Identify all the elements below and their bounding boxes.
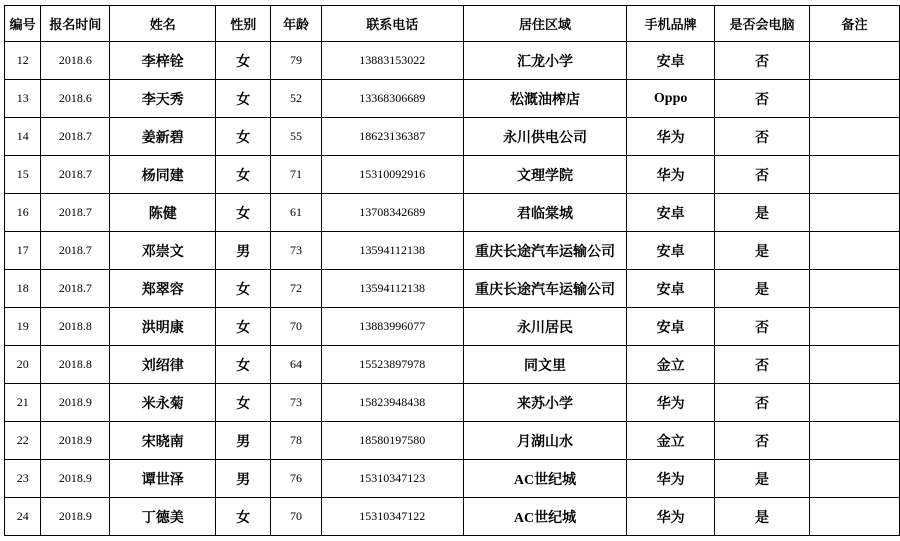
computer-cell: 是: [715, 498, 810, 536]
phone-cell: 18580197580: [321, 422, 463, 460]
phone-cell: 13708342689: [321, 194, 463, 232]
date-cell: 2018.9: [41, 422, 110, 460]
remark-header: 备注: [810, 6, 900, 42]
age-header: 年龄: [271, 6, 321, 42]
gender-cell: 男: [216, 422, 271, 460]
computer-header: 是否会电脑: [715, 6, 810, 42]
date-cell: 2018.7: [41, 156, 110, 194]
gender-cell: 女: [216, 118, 271, 156]
brand-cell: 金立: [627, 422, 715, 460]
computer-cell: 否: [715, 422, 810, 460]
date-cell: 2018.9: [41, 384, 110, 422]
remark-cell: [810, 384, 900, 422]
date-header: 报名时间: [41, 6, 110, 42]
name-cell: 杨同建: [110, 156, 216, 194]
date-cell: 2018.8: [41, 308, 110, 346]
brand-cell: 华为: [627, 118, 715, 156]
brand-cell: 安卓: [627, 270, 715, 308]
gender-cell: 女: [216, 384, 271, 422]
id-cell: 20: [5, 346, 41, 384]
phone-cell: 15310092916: [321, 156, 463, 194]
name-cell: 米永菊: [110, 384, 216, 422]
remark-cell: [810, 42, 900, 80]
remark-cell: [810, 460, 900, 498]
area-cell: 同文里: [463, 346, 627, 384]
id-cell: 14: [5, 118, 41, 156]
date-cell: 2018.7: [41, 270, 110, 308]
date-cell: 2018.8: [41, 346, 110, 384]
date-cell: 2018.7: [41, 194, 110, 232]
gender-cell: 女: [216, 80, 271, 118]
brand-cell: 华为: [627, 498, 715, 536]
table-row: [5, 498, 900, 536]
area-cell: 汇龙小学: [463, 42, 627, 80]
id-cell: 13: [5, 80, 41, 118]
remark-cell: [810, 156, 900, 194]
brand-cell: 金立: [627, 346, 715, 384]
gender-header: 性别: [216, 6, 271, 42]
gender-cell: 女: [216, 156, 271, 194]
name-cell: 丁德美: [110, 498, 216, 536]
name-cell: 洪明康: [110, 308, 216, 346]
table-row: [5, 270, 900, 308]
gender-cell: 男: [216, 232, 271, 270]
brand-cell: 安卓: [627, 194, 715, 232]
gender-cell: 女: [216, 42, 271, 80]
id-header: 编号: [5, 6, 41, 42]
name-header: 姓名: [110, 6, 216, 42]
remark-cell: [810, 498, 900, 536]
date-cell: 2018.6: [41, 80, 110, 118]
id-cell: 17: [5, 232, 41, 270]
table-body: [5, 42, 900, 536]
age-cell: 52: [271, 80, 321, 118]
table-row: [5, 346, 900, 384]
name-cell: 刘绍律: [110, 346, 216, 384]
area-cell: 永川供电公司: [463, 118, 627, 156]
phone-cell: 13594112138: [321, 270, 463, 308]
remark-cell: [810, 118, 900, 156]
gender-cell: 女: [216, 194, 271, 232]
computer-cell: 是: [715, 232, 810, 270]
age-cell: 76: [271, 460, 321, 498]
gender-cell: 女: [216, 346, 271, 384]
area-header: 居住区域: [463, 6, 627, 42]
phone-cell: 15310347122: [321, 498, 463, 536]
phone-header: 联系电话: [321, 6, 463, 42]
brand-cell: Oppo: [627, 80, 715, 118]
name-cell: 郑翠容: [110, 270, 216, 308]
remark-cell: [810, 308, 900, 346]
brand-cell: 华为: [627, 460, 715, 498]
computer-cell: 否: [715, 308, 810, 346]
name-cell: 李天秀: [110, 80, 216, 118]
gender-cell: 女: [216, 308, 271, 346]
phone-cell: 15523897978: [321, 346, 463, 384]
id-cell: 16: [5, 194, 41, 232]
name-cell: 谭世泽: [110, 460, 216, 498]
phone-cell: 15310347123: [321, 460, 463, 498]
age-cell: 64: [271, 346, 321, 384]
table-row: [5, 422, 900, 460]
id-cell: 24: [5, 498, 41, 536]
computer-cell: 是: [715, 270, 810, 308]
age-cell: 70: [271, 498, 321, 536]
name-cell: 宋晓南: [110, 422, 216, 460]
name-cell: 姜新碧: [110, 118, 216, 156]
age-cell: 72: [271, 270, 321, 308]
brand-cell: 华为: [627, 156, 715, 194]
name-cell: 陈健: [110, 194, 216, 232]
table-row: [5, 460, 900, 498]
age-cell: 61: [271, 194, 321, 232]
brand-cell: 安卓: [627, 308, 715, 346]
area-cell: 永川居民: [463, 308, 627, 346]
remark-cell: [810, 194, 900, 232]
date-cell: 2018.6: [41, 42, 110, 80]
area-cell: 来苏小学: [463, 384, 627, 422]
table-row: [5, 156, 900, 194]
remark-cell: [810, 80, 900, 118]
remark-cell: [810, 232, 900, 270]
date-cell: 2018.9: [41, 498, 110, 536]
name-cell: 邓崇文: [110, 232, 216, 270]
table-row: [5, 308, 900, 346]
computer-cell: 否: [715, 118, 810, 156]
computer-cell: 是: [715, 460, 810, 498]
remark-cell: [810, 422, 900, 460]
gender-cell: 女: [216, 270, 271, 308]
header-row: [5, 6, 900, 42]
registration-table: [4, 5, 900, 536]
table-row: [5, 384, 900, 422]
area-cell: AC世纪城: [463, 460, 627, 498]
area-cell: 月湖山水: [463, 422, 627, 460]
id-cell: 15: [5, 156, 41, 194]
brand-cell: 安卓: [627, 42, 715, 80]
id-cell: 18: [5, 270, 41, 308]
area-cell: 松溉油榨店: [463, 80, 627, 118]
age-cell: 79: [271, 42, 321, 80]
id-cell: 12: [5, 42, 41, 80]
brand-cell: 华为: [627, 384, 715, 422]
brand-header: 手机品牌: [627, 6, 715, 42]
computer-cell: 否: [715, 384, 810, 422]
phone-cell: 15823948438: [321, 384, 463, 422]
area-cell: 重庆长途汽车运输公司: [463, 270, 627, 308]
age-cell: 70: [271, 308, 321, 346]
remark-cell: [810, 270, 900, 308]
area-cell: 文理学院: [463, 156, 627, 194]
id-cell: 22: [5, 422, 41, 460]
table-row: [5, 42, 900, 80]
phone-cell: 13883996077: [321, 308, 463, 346]
computer-cell: 是: [715, 194, 810, 232]
date-cell: 2018.7: [41, 232, 110, 270]
age-cell: 78: [271, 422, 321, 460]
gender-cell: 女: [216, 498, 271, 536]
area-cell: AC世纪城: [463, 498, 627, 536]
age-cell: 73: [271, 232, 321, 270]
area-cell: 重庆长途汽车运输公司: [463, 232, 627, 270]
id-cell: 19: [5, 308, 41, 346]
table-row: [5, 80, 900, 118]
computer-cell: 否: [715, 80, 810, 118]
gender-cell: 男: [216, 460, 271, 498]
table-row: [5, 118, 900, 156]
date-cell: 2018.9: [41, 460, 110, 498]
area-cell: 君临棠城: [463, 194, 627, 232]
computer-cell: 否: [715, 156, 810, 194]
age-cell: 55: [271, 118, 321, 156]
age-cell: 71: [271, 156, 321, 194]
brand-cell: 安卓: [627, 232, 715, 270]
name-cell: 李梓铨: [110, 42, 216, 80]
remark-cell: [810, 346, 900, 384]
date-cell: 2018.7: [41, 118, 110, 156]
phone-cell: 13368306689: [321, 80, 463, 118]
id-cell: 23: [5, 460, 41, 498]
computer-cell: 否: [715, 346, 810, 384]
phone-cell: 13883153022: [321, 42, 463, 80]
id-cell: 21: [5, 384, 41, 422]
phone-cell: 18623136387: [321, 118, 463, 156]
phone-cell: 13594112138: [321, 232, 463, 270]
table-row: [5, 194, 900, 232]
age-cell: 73: [271, 384, 321, 422]
table-row: [5, 232, 900, 270]
computer-cell: 否: [715, 42, 810, 80]
